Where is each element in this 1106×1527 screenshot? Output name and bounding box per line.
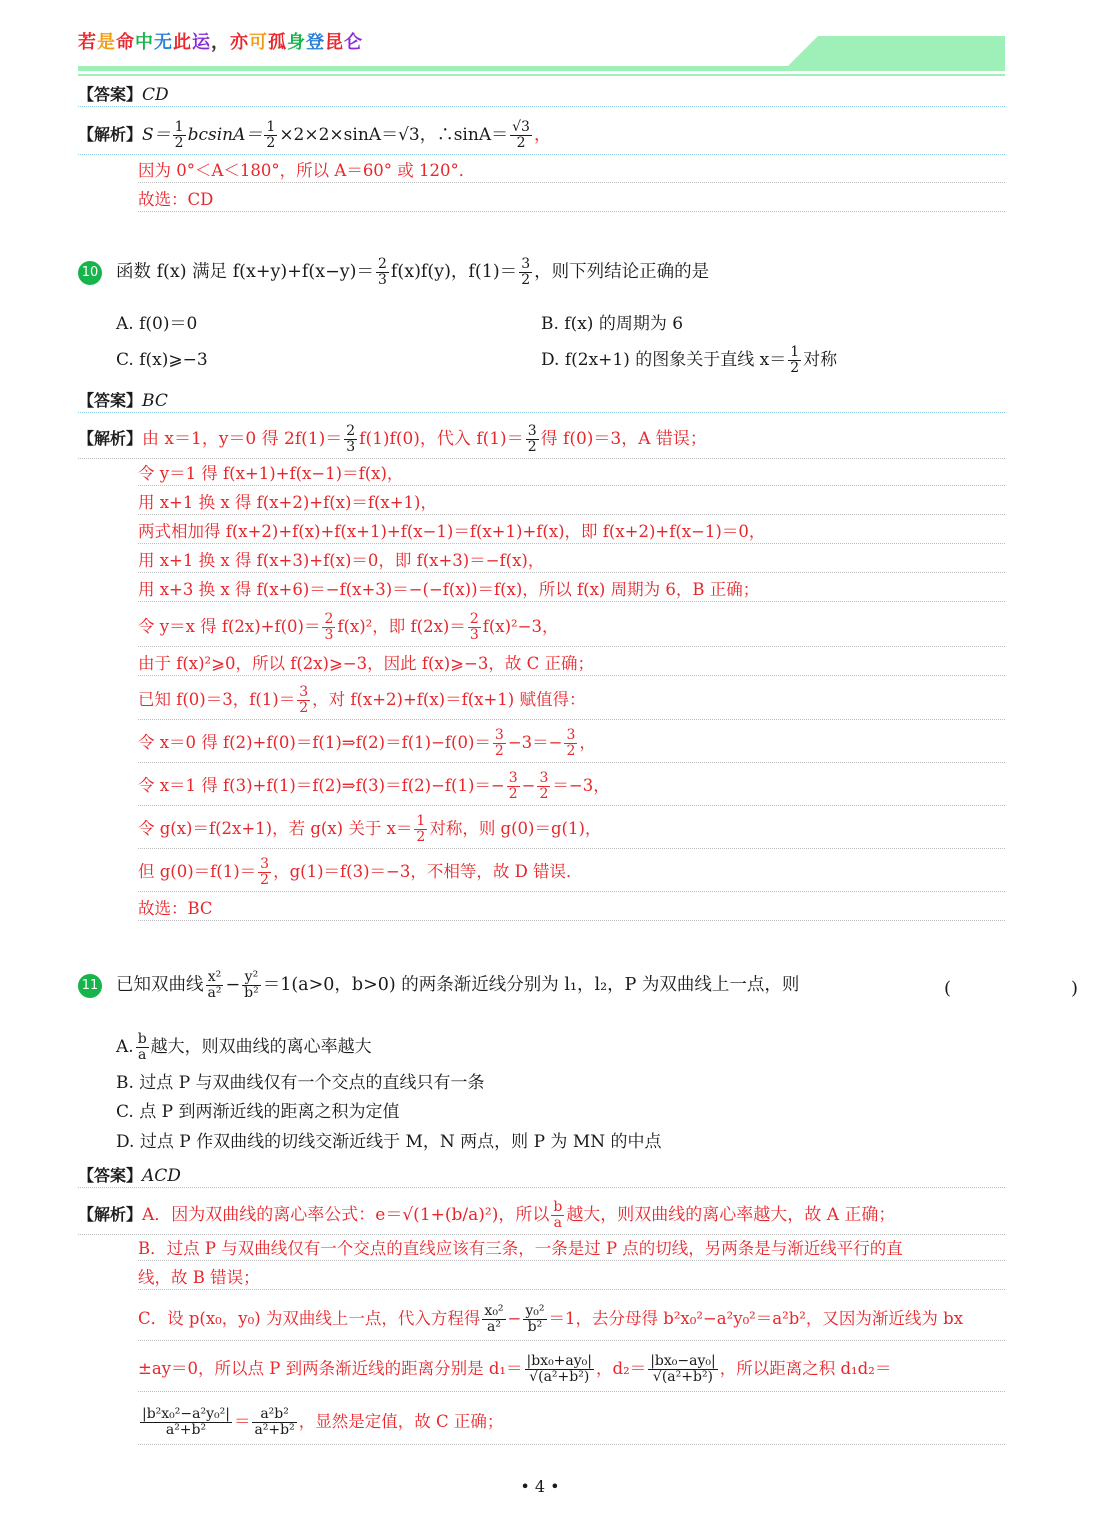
motto-char: 可 — [249, 32, 268, 53]
q10-option-d: D. f(2x+1) 的图象关于直线 x＝ $\frac{1}{2}$ 对称 — [541, 344, 838, 376]
q11-analysis-line6: $\frac{\text{|b²x₀²−a²y₀²|}}{\text{a²+b²}}$ ＝ $\frac{\text{a²b²}}{\text{a²+b²}}$ ，显然是定值，故 C 正确； — [138, 1400, 1005, 1445]
q10-option-b: B. f(x) 的周期为 6 — [541, 314, 684, 334]
motto-char: 命 — [116, 32, 135, 53]
q10-analysis-line11: 令 x＝1 得 f(3)+f(1)＝f(2)⇒f(3)＝f(2)−f(1)＝− $\frac{3}{2}$ − $\frac{3}{2}$ ＝−3， — [138, 767, 1005, 806]
motto-char: 昆 — [325, 32, 344, 53]
header-motto — [78, 28, 363, 54]
q9-answer-row — [78, 84, 1005, 107]
header-rule-thin — [78, 74, 1005, 76]
q10-analysis-line6: 用 x+3 换 x 得 f(x+6)＝−f(x+3)＝−(−f(x))＝f(x)，所以 f(x) 周期为 6，B 正确； — [138, 579, 1005, 602]
q11-analysis-line2: B．过点 P 与双曲线仅有一个交点的直线应该有三条，一条是过 P 点的切线，另两条是与渐近线平行的直 — [138, 1238, 1005, 1261]
q10-analysis-line2: 令 y＝1 得 f(x+1)+f(x−1)＝f(x)， — [138, 463, 1005, 486]
q10-analysis-line5: 用 x+1 换 x 得 f(x+3)+f(x)＝0，即 f(x+3)＝−f(x)， — [138, 550, 1005, 573]
answer-blank-parentheses: ( ) — [944, 978, 1106, 999]
motto-char: 身 — [287, 32, 306, 53]
answer-value: CD — [142, 85, 169, 105]
motto-char: 孤 — [268, 32, 287, 53]
page-number: • 4 • — [520, 1477, 560, 1496]
q10-analysis-line14: 故选：BC — [138, 898, 1005, 921]
q9-analysis-line2: 因为 0°＜A＜180°，所以 A＝60° 或 120°． — [138, 160, 1005, 183]
motto-char: 若 — [78, 32, 97, 53]
q10-analysis-line4: 两式相加得 f(x+2)+f(x)+f(x+1)+f(x−1)＝f(x+1)+f(x)，即 f(x+2)+f(x−1)＝0， — [138, 521, 1005, 544]
motto-char: 运 — [192, 32, 211, 53]
fraction: $\frac{3}{2}$ — [521, 256, 531, 288]
motto-char: 亦 — [230, 32, 249, 53]
q10-analysis-line3: 用 x+1 换 x 得 f(x+2)+f(x)＝f(x+1)， — [138, 492, 1005, 515]
q10-option-c: C. f(x)⩾−3 — [116, 350, 208, 370]
q11-option-a: A. $\frac{b}{a}$ 越大，则双曲线的离心率越大 — [116, 1031, 372, 1063]
q10-analysis-line12: 令 g(x)＝f(2x+1)，若 g(x) 关于 x＝ $\frac{1}{2}$ 对称，则 g(0)＝g(1)， — [138, 810, 1005, 849]
q10-option-a: A. f(0)＝0 — [116, 314, 198, 334]
question-number-badge: 11 — [78, 974, 102, 998]
q9-analysis-line3: 故选：CD — [138, 189, 1005, 212]
q11-stem: 11 已知双曲线 $\frac{\text{x²}}{\text{a²}}$ − $\frac{\text{y²}}{\text{b²}}$ ＝1(a>0，b>0) 的两条渐近线分别为 l₁，l₂，P 为双曲线上一点，则 — [78, 964, 799, 1006]
q10-analysis-line13: 但 g(0)＝f(1)＝ $\frac{3}{2}$ ，g(1)＝f(3)＝−3，不相等，故 D 错误． — [138, 853, 1005, 892]
q10-analysis-line7: 令 y＝x 得 f(2x)+f(0)＝ $\frac{2}{3}$ f(x)²，即 f(2x)＝ $\frac{2}{3}$ f(x)²−3， — [138, 608, 1005, 647]
motto-char: ， — [211, 32, 230, 53]
q11-answer-row: 【答案】ACD — [78, 1165, 1005, 1188]
q11-analysis-line1: 【解析】A．因为双曲线的离心率公式：e＝√(1+(b/a)²)，所以 $\frac{b}{a}$ 越大，则双曲线的离心率越大，故 A 正确； — [78, 1196, 1005, 1235]
q10-analysis-line9: 已知 f(0)＝3，f(1)＝ $\frac{3}{2}$ ，对 f(x+2)+f(x)＝f(x+1) 赋值得： — [138, 681, 1005, 720]
motto-char: 仑 — [344, 32, 363, 53]
q11-option-c: C. 点 P 到两渐近线的距离之积为定值 — [116, 1102, 400, 1122]
motto-char: 此 — [173, 32, 192, 53]
fraction: $\frac{1}{2}$ — [790, 344, 800, 376]
header-rule-thick — [78, 66, 1005, 71]
q10-analysis-line10: 令 x＝0 得 f(2)+f(0)＝f(1)⇒f(2)＝f(1)−f(0)＝ $\frac{3}{2}$ −3＝− $\frac{3}{2}$ ， — [138, 724, 1005, 763]
fraction: $\frac{√3}{2}$ — [512, 119, 530, 151]
q10-analysis-line8: 由于 f(x)²⩾0，所以 f(2x)⩾−3，因此 f(x)⩾−3，故 C 正确； — [138, 653, 1005, 676]
analysis-tag: 【解析】 — [78, 125, 143, 144]
header-decoration-tab — [788, 36, 1005, 66]
q11-analysis-line5: ±ay＝0，所以点 P 到两条渐近线的距离分别是 d₁＝ $\frac{\text{|bx₀+ay₀|}}{\text{√(a²+b²)}}$ ，d₂＝ $\frac{\text{|bx₀−ay₀|}}{\text{√(a²+b²)}}$ ，所以距离之积 d₁d₂＝ — [138, 1347, 1005, 1392]
motto-char: 中 — [135, 32, 154, 53]
fraction: $\frac{2}{3}$ — [377, 256, 387, 288]
q10-analysis-line1: 【解析】由 x＝1，y＝0 得 2f(1)＝ $\frac{2}{3}$ f(1)f(0)，代入 f(1)＝ $\frac{3}{2}$ 得 f(0)＝3，A 错误； — [78, 420, 1005, 459]
q9-analysis-line1: 【解析】S＝ $\frac{1}{2}$ bcsinA＝ $\frac{1}{2}$ ×2×2×sinA＝√3，∴sinA＝ $\frac{√3}{2}$ ， — [78, 116, 1005, 155]
q11-analysis-line4: C．设 p(x₀，y₀) 为双曲线上一点，代入方程得 $\frac{\text{x₀²}}{\text{a²}}$ − $\frac{\text{y₀²}}{\text{b²}}$ ＝1，去分母得 b²x₀²−a²y₀²＝a²b²，又因为渐近线为 bx — [138, 1298, 1005, 1341]
q10-answer-row: 【答案】BC — [78, 390, 1005, 413]
q11-option-b: B. 过点 P 与双曲线仅有一个交点的直线只有一条 — [116, 1073, 485, 1093]
question-number-badge: 10 — [78, 261, 102, 285]
motto-char: 是 — [97, 32, 116, 53]
motto-char: 无 — [154, 32, 173, 53]
fraction: $\frac{1}{2}$ — [174, 119, 184, 151]
fraction: $\frac{1}{2}$ — [266, 119, 276, 151]
q11-analysis-line3: 线，故 B 错误； — [138, 1267, 1005, 1290]
q11-option-d: D. 过点 P 作双曲线的切线交渐近线于 M，N 两点，则 P 为 MN 的中点 — [116, 1132, 662, 1152]
motto-char: 登 — [306, 32, 325, 53]
answer-tag: 【答案】 — [78, 85, 143, 104]
q10-stem: 10 函数 f(x) 满足 f(x+y)+f(x−y)＝ $\frac{2}{3}$ f(x)f(y)，f(1)＝ $\frac{3}{2}$ ，则下列结论正确的是 — [78, 254, 709, 290]
